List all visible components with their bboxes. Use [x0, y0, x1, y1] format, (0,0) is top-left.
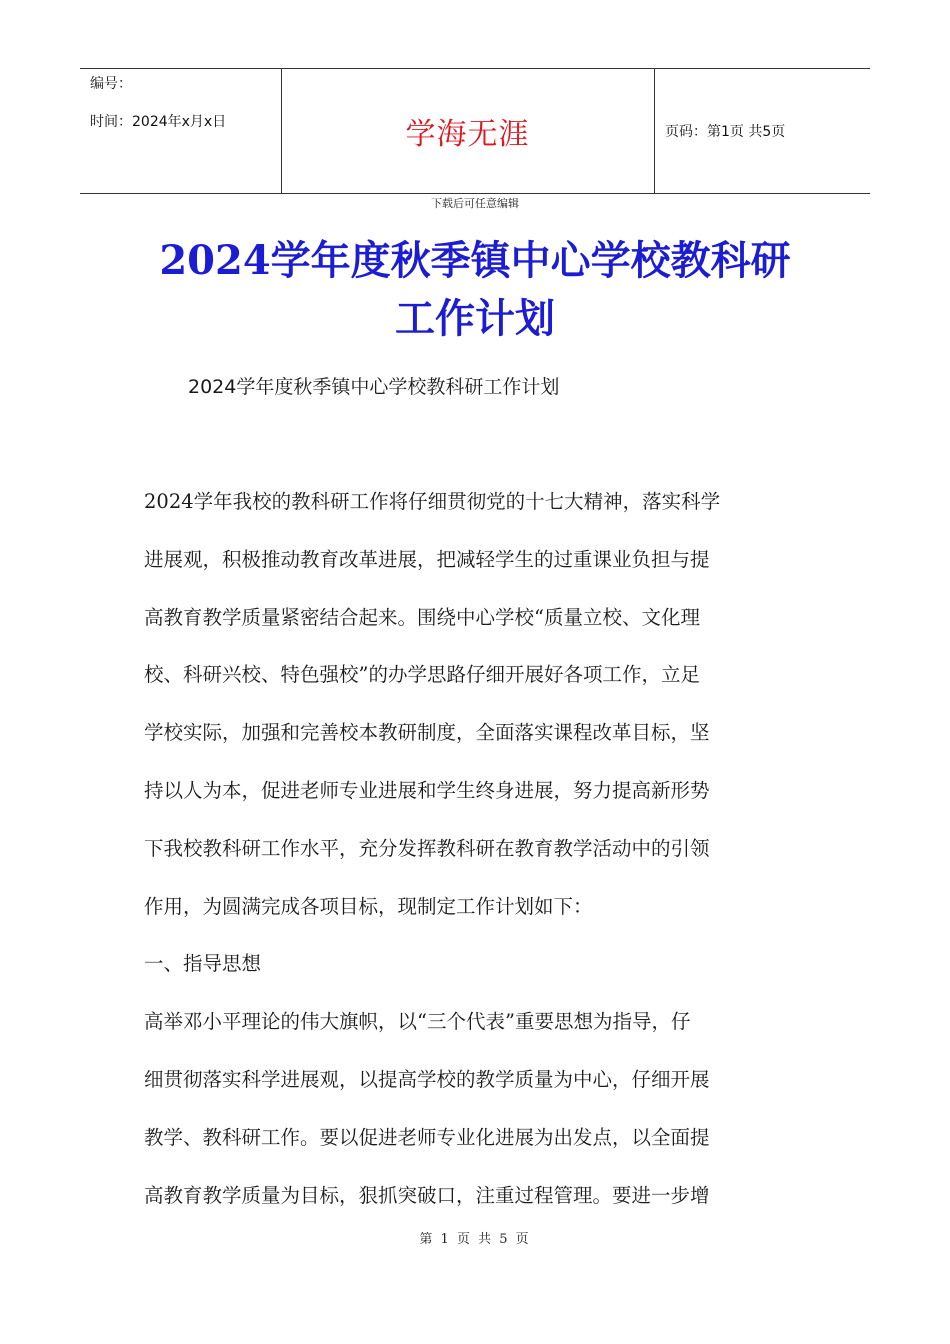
body-line: 持以人为本，促进老师专业进展和学生终身进展，努力提高新形势 — [144, 778, 710, 802]
body-line: 2024学年我校的教科研工作将仔细贯彻党的十七大精神，落实科学 — [144, 490, 721, 513]
document-number-label: 编号： — [90, 76, 132, 92]
body-line: 作用，为圆满完成各项目标，现制定工作计划如下： — [144, 894, 593, 918]
body-line: 教学、教科研工作。要以促进老师专业化进展为出发点，以全面提 — [144, 1125, 710, 1149]
edit-note: 下载后可任意编辑 — [431, 197, 519, 210]
body-line: 高教育教学质量为目标，狠抓突破口，注重过程管理。要进一步增 — [144, 1183, 710, 1207]
body-line: 下我校教科研工作水平，充分发挥教科研在教育教学活动中的引领 — [144, 836, 710, 860]
section-heading: 一、指导思想 — [144, 952, 262, 976]
document-time-label: 时间：2024年x月x日 — [90, 114, 227, 130]
brand-title: 学海无涯 — [405, 117, 530, 152]
header-right-cell — [655, 69, 870, 193]
header-middle-cell — [281, 69, 655, 193]
document-title — [80, 232, 870, 348]
document-subtitle: 2024学年度秋季镇中心学校教科研工作计划 — [188, 376, 560, 398]
page-footer: 第 1 页 共 5 页 — [419, 1232, 531, 1247]
body-line: 校、科研兴校、特色强校”的办学思路仔细开展好各项工作，立足 — [144, 663, 700, 687]
title-line: 工作计划 — [395, 295, 555, 342]
page-info: 页码：第1页 共5页 — [665, 124, 786, 140]
body-line: 进展观，积极推动教育改革进展，把减轻学生的过重课业负担与提 — [144, 547, 710, 571]
body-line: 高举邓小平理论的伟大旗帜，以“三个代表”重要思想为指导，仔 — [144, 1010, 691, 1034]
body-line: 高教育教学质量紧密结合起来。围绕中心学校“质量立校、文化理 — [144, 605, 700, 629]
body-line: 细贯彻落实科学进展观，以提高学校的教学质量为中心，仔细开展 — [144, 1067, 710, 1091]
header-table — [80, 68, 870, 194]
body-line: 学校实际，加强和完善校本教研制度，全面落实课程改革目标，坚 — [144, 721, 710, 745]
header-left-cell — [80, 69, 282, 193]
title-line: 2024学年度秋季镇中心学校教科研 — [159, 237, 791, 284]
body-text — [144, 482, 808, 1233]
